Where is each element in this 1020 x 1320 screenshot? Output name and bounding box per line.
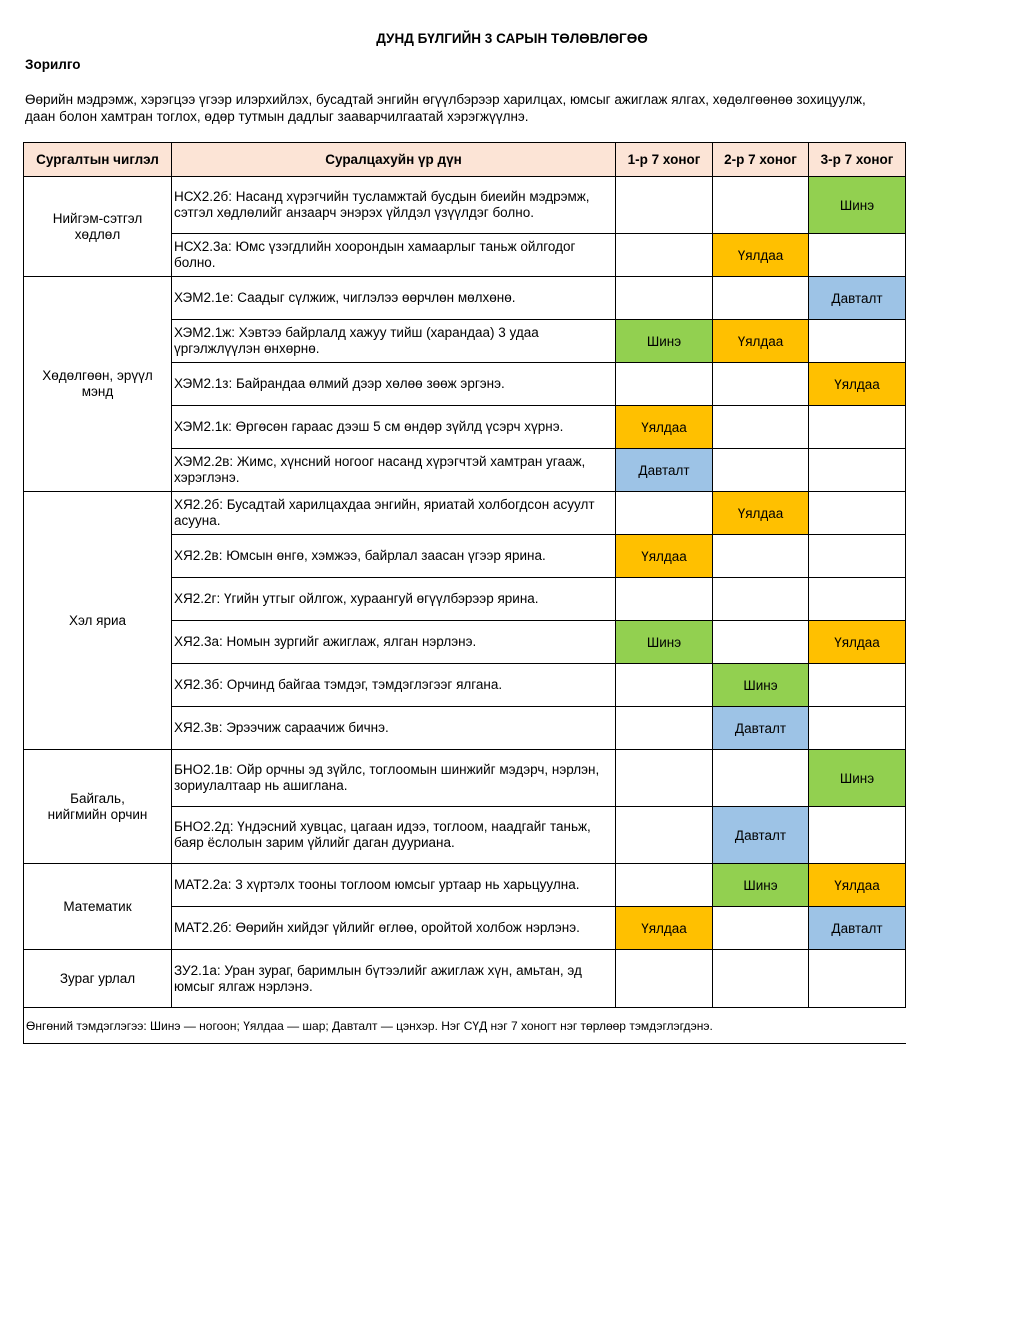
week-1-cell: [616, 363, 713, 406]
outcome-cell: ХЭМ2.1з: Байрандаа өлмий дээр хөлөө зөөж эргэнэ.: [172, 363, 616, 406]
week-2-cell: Үялдаа: [713, 492, 809, 535]
week-1-cell: [616, 864, 713, 907]
week-2-cell: [713, 950, 809, 1008]
table-row: [24, 950, 906, 1008]
header-week-1: 1-р 7 хоног: [616, 143, 713, 177]
outcome-cell: ХЭМ2.2в: Жимс, хүнсний ногоог насанд хүрэгчтэй хамтран угааж, хэрэглэнэ.: [172, 449, 616, 492]
outcome-cell: БНО2.1в: Ойр орчны эд зүйлс, тоглоомын шинжийг мэдэрч, нэрлэн, зориулалтаар нь ашиглана.: [172, 750, 616, 807]
page-title: ДУНД БҮЛГИЙН 3 САРЫН ТӨЛӨВЛӨГӨӨ: [376, 31, 648, 46]
plan-table: [23, 142, 906, 1044]
week-2-cell: [713, 449, 809, 492]
area-cell: Математик: [24, 864, 172, 950]
week-2-cell: [713, 750, 809, 807]
week-2-cell: Шинэ: [713, 864, 809, 907]
outcome-cell: ХЯ2.3в: Эрээчиж сараачиж бичнэ.: [172, 707, 616, 750]
week-3-cell: [809, 950, 906, 1008]
week-1-cell: [616, 492, 713, 535]
week-3-cell: Үялдаа: [809, 864, 906, 907]
week-1-cell: [616, 664, 713, 707]
week-3-cell: [809, 406, 906, 449]
week-3-cell: Үялдаа: [809, 363, 906, 406]
week-3-cell: [809, 234, 906, 277]
outcome-cell: ХЯ2.3а: Номын зургийг ажиглаж, ялган нэрлэнэ.: [172, 621, 616, 664]
header-week-3: 3-р 7 хоног: [809, 143, 906, 177]
week-3-cell: [809, 578, 906, 621]
week-2-cell: [713, 621, 809, 664]
header-area: Сургалтын чиглэл: [24, 143, 172, 177]
week-2-cell: [713, 277, 809, 320]
week-3-cell: [809, 807, 906, 864]
week-3-cell: [809, 535, 906, 578]
week-1-cell: Үялдаа: [616, 535, 713, 578]
week-2-cell: Үялдаа: [713, 320, 809, 363]
week-3-cell: Шинэ: [809, 750, 906, 807]
area-cell: Хэл яриа: [24, 492, 172, 750]
week-1-cell: [616, 750, 713, 807]
week-3-cell: Давталт: [809, 907, 906, 950]
table-row: [24, 864, 906, 907]
week-2-cell: [713, 578, 809, 621]
outcome-cell: ХЭМ2.1е: Саадыг сүлжиж, чиглэлээ өөрчлөн мөлхөнө.: [172, 277, 616, 320]
color-legend-note: Өнгөний тэмдэглэгээ: Шинэ — ногоон; Үялдаа — шар; Давталт — цэнхэр. Нэг СҮД нэг 7 хоногт нэг төрлөөр тэмдэглэгдэнэ.: [24, 1008, 906, 1044]
outcome-cell: ХЭМ2.1ж: Хэвтээ байрлалд хажуу тийш (харандаа) 3 удаа үргэлжлүүлэн өнхөрнө.: [172, 320, 616, 363]
week-2-cell: Шинэ: [713, 664, 809, 707]
week-1-cell: Давталт: [616, 449, 713, 492]
week-1-cell: [616, 807, 713, 864]
week-3-cell: [809, 664, 906, 707]
outcome-cell: ХЯ2.3б: Орчинд байгаа тэмдэг, тэмдэглэгээг ялгана.: [172, 664, 616, 707]
goal-text-line-2: даан болон хамтран тоглох, өдөр тутмын дадлыг зааварчилгаатай хэрэгжүүлнэ.: [25, 108, 529, 124]
week-2-cell: [713, 907, 809, 950]
week-3-cell: [809, 707, 906, 750]
week-1-cell: [616, 950, 713, 1008]
week-1-cell: [616, 578, 713, 621]
outcome-cell: МАТ2.2б: Өөрийн хийдэг үйлийг өглөө, оройтой холбож нэрлэнэ.: [172, 907, 616, 950]
area-cell: Нийгэм-сэтгэл хөдлөл: [24, 177, 172, 277]
week-3-cell: [809, 320, 906, 363]
goal-text: [25, 92, 905, 128]
outcome-cell: НСХ2.3а: Юмс үзэгдлийн хоорондын хамаарлыг таньж ойлгодог болно.: [172, 234, 616, 277]
week-2-cell: [713, 177, 809, 234]
week-1-cell: Шинэ: [616, 320, 713, 363]
week-1-cell: [616, 177, 713, 234]
table-header-row: [24, 143, 906, 177]
week-3-cell: Үялдаа: [809, 621, 906, 664]
week-2-cell: [713, 406, 809, 449]
table-row: [24, 177, 906, 234]
outcome-cell: ХЯ2.2б: Бусадтай харилцахдаа энгийн, яриатай холбогдсон асуулт асууна.: [172, 492, 616, 535]
week-1-cell: [616, 277, 713, 320]
outcome-cell: БНО2.2д: Үндэсний хувцас, цагаан идээ, тоглоом, наадгайг таньж, баяр ёслолын зарим үйлийг даган дууриана.: [172, 807, 616, 864]
week-2-cell: [713, 535, 809, 578]
week-1-cell: [616, 707, 713, 750]
week-1-cell: Шинэ: [616, 621, 713, 664]
week-2-cell: Давталт: [713, 707, 809, 750]
goal-label: Зорилго: [25, 57, 81, 72]
week-1-cell: Үялдаа: [616, 907, 713, 950]
week-2-cell: [713, 363, 809, 406]
outcome-cell: ХЭМ2.1к: Өргөсөн гараас дээш 5 см өндөр зүйлд үсэрч хүрнэ.: [172, 406, 616, 449]
header-outcome: Суралцахуйн үр дүн: [172, 143, 616, 177]
area-cell: Зураг урлал: [24, 950, 172, 1008]
table-row: [24, 277, 906, 320]
area-cell: Хөдөлгөөн, эрүүл мэнд: [24, 277, 172, 492]
outcome-cell: МАТ2.2а: 3 хүртэлх тооны тоглоом юмсыг уртаар нь харьцуулна.: [172, 864, 616, 907]
week-3-cell: Шинэ: [809, 177, 906, 234]
note-row: [24, 1008, 906, 1044]
week-3-cell: Давталт: [809, 277, 906, 320]
week-1-cell: [616, 234, 713, 277]
week-3-cell: [809, 449, 906, 492]
outcome-cell: ЗУ2.1а: Уран зураг, баримлын бүтээлийг ажиглаж хүн, амьтан, эд юмсыг ялгаж нэрлэнэ.: [172, 950, 616, 1008]
outcome-cell: ХЯ2.2в: Юмсын өнгө, хэмжээ, байрлал заасан үгээр ярина.: [172, 535, 616, 578]
table-row: [24, 492, 906, 535]
header-week-2: 2-р 7 хоног: [713, 143, 809, 177]
week-3-cell: [809, 492, 906, 535]
week-2-cell: Үялдаа: [713, 234, 809, 277]
goal-text-line-1: Өөрийн мэдрэмж, хэрэгцээ үгээр илэрхийлэх, бусадтай энгийн өгүүлбэрээр харилцах, юмсыг ажиглаж ялгах, хөдөлгөөнөө зохицуулж,: [25, 92, 866, 107]
area-cell: Байгаль, нийгмийн орчин: [24, 750, 172, 864]
week-1-cell: Үялдаа: [616, 406, 713, 449]
table-row: [24, 750, 906, 807]
outcome-cell: НСХ2.2б: Насанд хүрэгчийн тусламжтай бусдын биеийн мэдрэмж, сэтгэл хөдлөлийг анзаарч энэрэх үйлдэл үзүүлдэг болно.: [172, 177, 616, 234]
outcome-cell: ХЯ2.2г: Үгийн утгыг ойлгож, хураангуй өгүүлбэрээр ярина.: [172, 578, 616, 621]
week-2-cell: Давталт: [713, 807, 809, 864]
